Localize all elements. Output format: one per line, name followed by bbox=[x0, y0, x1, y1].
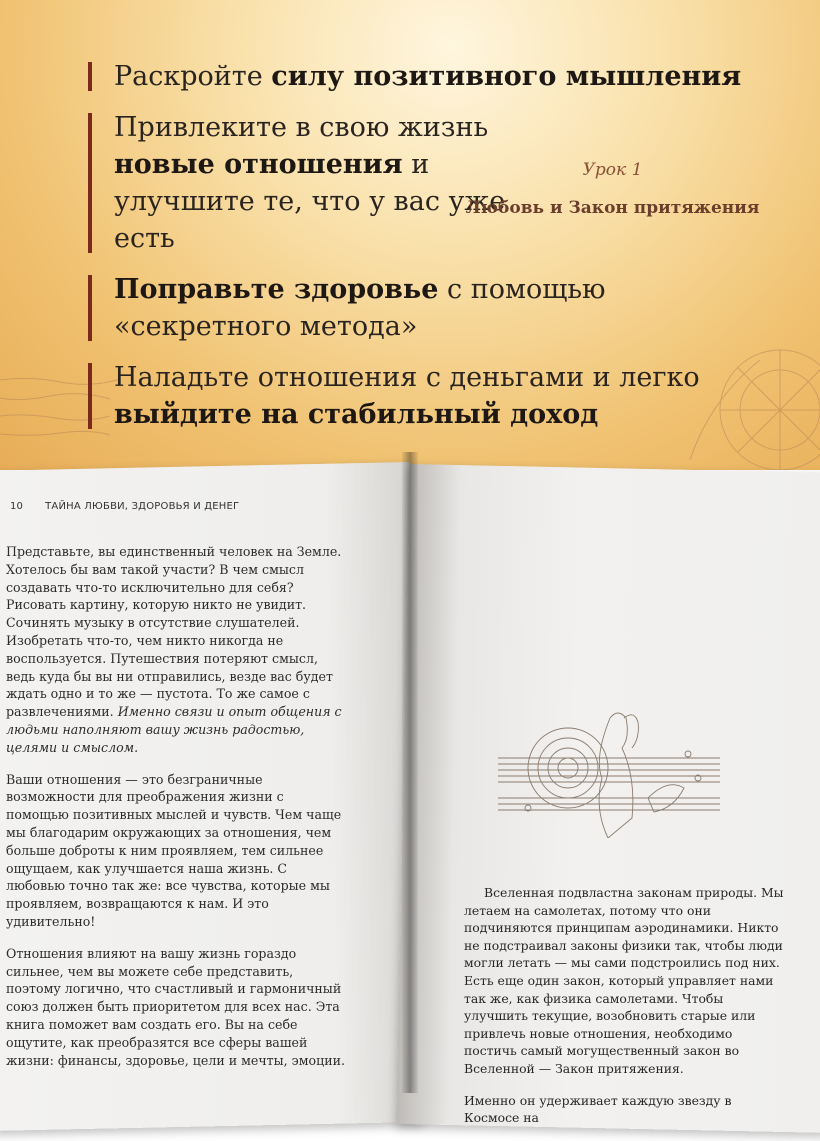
feature-list bbox=[88, 58, 788, 447]
feature-highlight: выйдите на стабильный доход bbox=[114, 399, 599, 430]
feature-item bbox=[88, 271, 614, 345]
paragraph: Ваши отношения — это безграничные возможности для преображения жизни с помощью позитивных мыслей и чувств. Чем чаще мы благодарим окружающих за отношения, чем больше доброты к ним проявляем, тем сильнее ощущаем, как улучшается наша жизнь. С любовью точно так же: все чувства, которые мы проявляем, возвращаются к нам. И это удивительно! bbox=[6, 771, 342, 929]
paragraph-italic: Именно связи и опыт общения с людьми наполняют вашу жизнь радостью, целями и смыслом. bbox=[6, 704, 342, 755]
feature-highlight: силу позитивного мышления bbox=[271, 61, 742, 92]
paragraph bbox=[6, 543, 350, 757]
accent-bar bbox=[88, 113, 92, 253]
feature-highlight: Поправьте здоровье bbox=[114, 274, 439, 305]
feature-text: и улучшите те, что у вас уже есть bbox=[114, 149, 506, 254]
right-page-text bbox=[464, 884, 786, 1141]
dancing-couple-illustration bbox=[498, 698, 720, 838]
running-title: ТАЙНА ЛЮБВИ, ЗДОРОВЬЯ И ДЕНЕГ bbox=[45, 501, 240, 512]
feature-item bbox=[88, 58, 788, 95]
book-gutter bbox=[402, 452, 418, 1093]
paragraph: Вселенная подвластна законам природы. Мы летаем на самолетах, потому что они подчиняются принципам аэродинамики. Никто не подстраивал законы физики так, чтобы люди могли летать — мы сами подстроились под них. Есть еще один закон, который управляет нами так же, как физика самолетами. Чтобы улучшить текущие, возобновить старые или привлечь новые отношения, необходимо постичь самый могущественный закон во Вселенной — Закон притяжения. bbox=[464, 885, 784, 1076]
feature-highlight: новые отношения bbox=[114, 149, 403, 180]
accent-bar bbox=[88, 275, 92, 341]
left-page-text bbox=[6, 543, 350, 1083]
paragraph: Именно он удерживает каждую звезду в Космосе на bbox=[464, 1092, 732, 1126]
feature-item bbox=[88, 359, 714, 433]
chapter-title: Любовь и Закон притяжения bbox=[465, 198, 760, 218]
feature-text: Раскройте bbox=[114, 61, 272, 92]
lesson-label: Урок 1 bbox=[582, 160, 643, 180]
feature-text: Привлеките в свою жизнь bbox=[114, 112, 489, 143]
page-number: 10 bbox=[10, 501, 24, 512]
accent-bar bbox=[88, 62, 92, 91]
paragraph: Отношения влияют на вашу жизнь гораздо сильнее, чем вы можете себе представить, поэтому логично, что счастливый и гармоничный союз должен быть приоритетом для всех нас. Эта книга поможет вам создать его. Вы на себе ощутите, как преобразятся все сферы вашей жизни: финансы, здоровье, цели и мечты, эмоции. bbox=[6, 945, 346, 1068]
paragraph-text: Представьте, вы единственный человек на Земле. Хотелось бы вам такой участи? В чем смысл создавать что-то исключительно для себя? Рисовать картину, которую никто не увидит. Сочинять музыку в отсутствие слушателей. Изобретать что-то, чем никто никогда не воспользуется. Путешествия потеряют смысл, ведь куда бы вы ни отправились, везде вас будет ждать одно и то же — пустота. То же самое с развлечениями. bbox=[6, 544, 342, 720]
accent-bar bbox=[88, 363, 92, 429]
feature-text: Наладьте отношения с деньгами и легко bbox=[114, 362, 700, 393]
feature-text: с помощью «секретного метода» bbox=[114, 274, 606, 342]
chapter-heading bbox=[460, 160, 785, 218]
running-head bbox=[10, 501, 239, 512]
